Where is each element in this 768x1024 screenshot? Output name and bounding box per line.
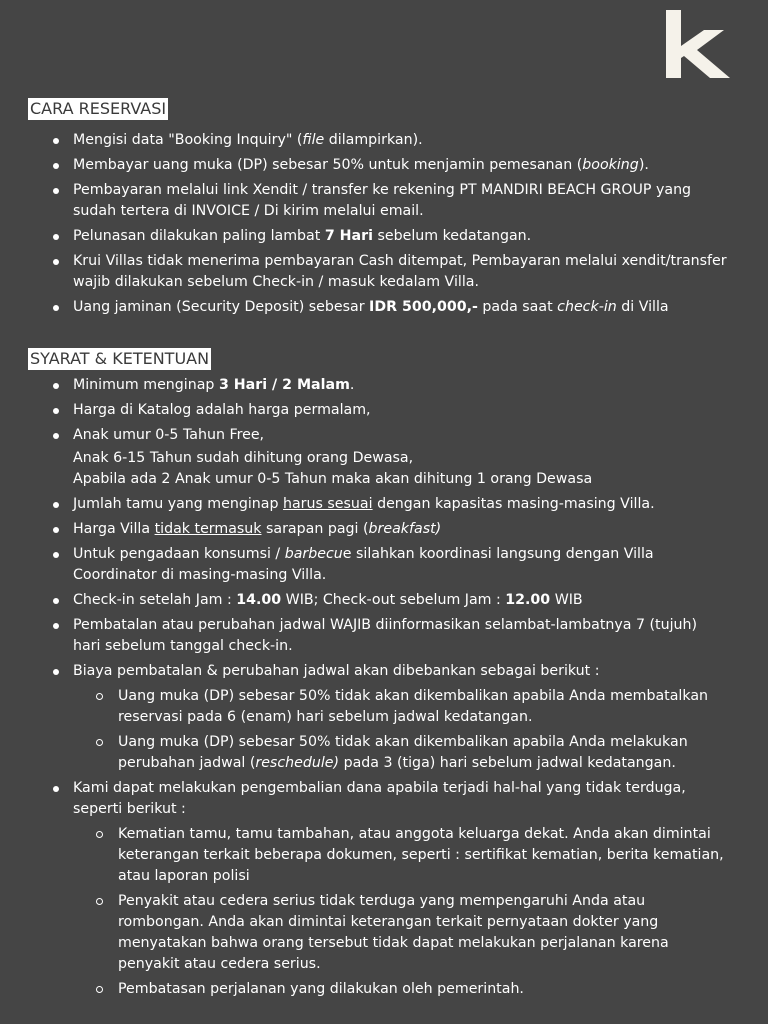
terms-list — [28, 375, 728, 1004]
list-item-continuation: Anak 6-15 Tahun sudah dihitung orang Dewasa, Apabila ada 2 Anak umur 0-5 Tahun maka akan dihitung 1 orang Dewasa — [73, 450, 593, 487]
list-item: Check-in setelah Jam : 14.00 WIB; Check-out sebelum Jam : 12.00 WIB — [28, 590, 728, 611]
list-item: Krui Villas tidak menerima pembayaran Cash ditempat, Pembayaran melalui xendit/transfer wajib dilakukan sebelum Check-in / masuk kedalam Villa. — [28, 251, 728, 293]
list-item: Jumlah tamu yang menginap harus sesuai dengan kapasitas masing-masing Villa. — [28, 494, 728, 515]
list-item: Mengisi data "Booking Inquiry" (file dilampirkan). — [28, 130, 728, 151]
list-item: Biaya pembatalan & perubahan jadwal akan dibebankan sebagai berikut : — [28, 661, 728, 682]
list-item: Pembayaran melalui link Xendit / transfer ke rekening PT MANDIRI BEACH GROUP yang sudah tertera di INVOICE / Di kirim melalui email. — [28, 180, 728, 222]
list-item: Untuk pengadaan konsumsi / barbecue silahkan koordinasi langsung dengan Villa Coordinator di masing-masing Villa. — [28, 544, 728, 586]
list-item: Harga Villa tidak termasuk sarapan pagi (breakfast) — [28, 519, 728, 540]
section-heading-cara-reservasi: CARA RESERVASI — [30, 99, 167, 118]
list-item: Kami dapat melakukan pengembalian dana apabila terjadi hal-hal yang tidak terduga, seperti berikut : — [28, 778, 728, 820]
list-item: Harga di Katalog adalah harga permalam, — [28, 400, 728, 421]
list-item: Anak umur 0-5 Tahun Free, — [28, 425, 728, 446]
k-letter-logo-icon — [664, 10, 732, 80]
list-item: Minimum menginap 3 Hari / 2 Malam. — [28, 375, 728, 396]
sub-list-item: Kematian tamu, tamu tambahan, atau anggota keluarga dekat. Anda akan dimintai keterangan terkait beberapa dokumen, seperti : sertifikat kematian, berita kematian, atau laporan polisi — [28, 824, 728, 887]
list-item: Pelunasan dilakukan paling lambat 7 Hari sebelum kedatangan. — [28, 226, 728, 247]
list-item: Uang jaminan (Security Deposit) sebesar IDR 500,000,- pada saat check-in di Villa — [28, 297, 728, 318]
list-item: Membayar uang muka (DP) sebesar 50% untuk menjamin pemesanan (booking). — [28, 155, 728, 176]
list-item: Pembatalan atau perubahan jadwal WAJIB diinformasikan selambat-lambatnya 7 (tujuh) hari sebelum tanggal check-in. — [28, 615, 728, 657]
sub-list-item: Penyakit atau cedera serius tidak terduga yang mempengaruhi Anda atau rombongan. Anda akan dimintai keterangan terkait pernyataan dokter yang menyatakan bahwa orang tersebut tidak dapat melakukan perjalanan karena penyakit atau cedera serius. — [28, 891, 728, 975]
reservation-list — [28, 130, 728, 322]
sub-list-item: Uang muka (DP) sebesar 50% tidak akan dikembalikan apabila Anda membatalkan reservasi pada 6 (enam) hari sebelum jadwal kedatangan. — [28, 686, 728, 728]
sub-list-item: Pembatasan perjalanan yang dilakukan oleh pemerintah. — [28, 979, 728, 1000]
sub-list-item: Uang muka (DP) sebesar 50% tidak akan dikembalikan apabila Anda melakukan perubahan jadwal (reschedule) pada 3 (tiga) hari sebelum jadwal kedatangan. — [28, 732, 728, 774]
section-heading-syarat-ketentuan: SYARAT & KETENTUAN — [30, 349, 210, 368]
